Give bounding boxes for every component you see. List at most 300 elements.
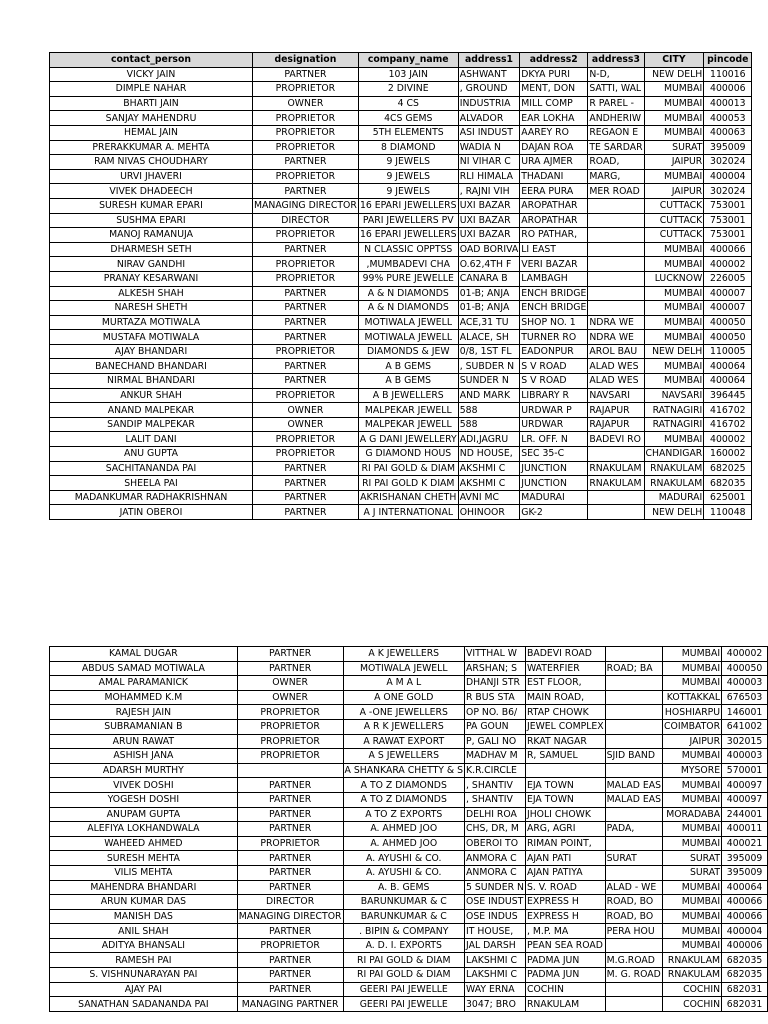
cell-contact-person[interactable]: WAHEED AHMED xyxy=(50,836,238,851)
cell-contact-person[interactable]: MANISH DAS xyxy=(50,909,238,924)
cell-contact-person[interactable]: ASHISH JANA xyxy=(50,749,238,764)
cell-company-name[interactable]: MOTIWALA JEWELL xyxy=(343,661,465,676)
cell-address1[interactable]: O.62,4TH F xyxy=(458,257,520,272)
cell-pincode[interactable]: 400064 xyxy=(704,374,752,389)
cell-address2[interactable]: BADEVI ROAD xyxy=(525,647,605,662)
cell-city[interactable]: MUMBAI xyxy=(644,111,704,126)
cell-company-name[interactable]: 9 JEWELS xyxy=(358,184,458,199)
cell-address1[interactable]: ADI,JAGRU xyxy=(458,432,520,447)
cell-address3[interactable]: N-D, xyxy=(588,67,644,82)
cell-pincode[interactable]: 400097 xyxy=(722,792,768,807)
cell-pincode[interactable]: 400066 xyxy=(704,242,752,257)
cell-city[interactable]: SURAT xyxy=(644,140,704,155)
cell-company-name[interactable]: RI PAI GOLD K DIAM xyxy=(358,476,458,491)
cell-pincode[interactable]: 753001 xyxy=(704,228,752,243)
cell-pincode[interactable]: 400097 xyxy=(722,778,768,793)
cell-address2[interactable]: DAJAN ROA xyxy=(520,140,588,155)
column-header-address1[interactable]: address1 xyxy=(458,53,520,68)
cell-contact-person[interactable]: SANDIP MALPEKAR xyxy=(50,417,253,432)
cell-city[interactable]: COCHIN xyxy=(663,997,722,1012)
cell-address2[interactable]: LI EAST xyxy=(520,242,588,257)
cell-designation[interactable]: PROPRIETOR xyxy=(237,734,343,749)
cell-address3[interactable] xyxy=(588,257,644,272)
cell-company-name[interactable]: N CLASSIC OPPTSS xyxy=(358,242,458,257)
cell-address2[interactable]: RIMAN POINT, xyxy=(525,836,605,851)
cell-pincode[interactable]: 682035 xyxy=(722,968,768,983)
cell-address2[interactable]: S V ROAD xyxy=(520,359,588,374)
cell-designation[interactable]: PARTNER xyxy=(237,953,343,968)
cell-address3[interactable]: SURAT xyxy=(605,851,662,866)
cell-address3[interactable] xyxy=(605,719,662,734)
cell-address1[interactable]: , SHANTIV xyxy=(465,792,526,807)
cell-pincode[interactable]: 682025 xyxy=(704,461,752,476)
cell-contact-person[interactable]: DHARMESH SETH xyxy=(50,242,253,257)
cell-company-name[interactable]: A M A L xyxy=(343,676,465,691)
cell-company-name[interactable]: 9 JEWELS xyxy=(358,169,458,184)
cell-address2[interactable]: COCHIN xyxy=(525,982,605,997)
cell-company-name[interactable]: GEERI PAI JEWELLE xyxy=(343,982,465,997)
cell-city[interactable]: MUMBAI xyxy=(644,286,704,301)
cell-address3[interactable] xyxy=(605,705,662,720)
cell-pincode[interactable]: 416702 xyxy=(704,417,752,432)
cell-contact-person[interactable]: NARESH SHETH xyxy=(50,301,253,316)
cell-designation[interactable]: PARTNER xyxy=(253,286,359,301)
cell-city[interactable]: MUMBAI xyxy=(663,938,722,953)
cell-pincode[interactable]: 753001 xyxy=(704,198,752,213)
cell-designation[interactable]: PARTNER xyxy=(253,461,359,476)
cell-contact-person[interactable]: MADANKUMAR RADHAKRISHNAN xyxy=(50,490,253,505)
cell-designation[interactable]: PARTNER xyxy=(237,661,343,676)
cell-company-name[interactable]: A. D. I. EXPORTS xyxy=(343,938,465,953)
cell-address3[interactable]: M.G.ROAD xyxy=(605,953,662,968)
cell-contact-person[interactable]: AJAY BHANDARI xyxy=(50,344,253,359)
cell-designation[interactable]: PROPRIETOR xyxy=(253,169,359,184)
cell-address1[interactable]: LAKSHMI C xyxy=(465,953,526,968)
cell-city[interactable]: MUMBAI xyxy=(663,661,722,676)
cell-designation[interactable]: PROPRIETOR xyxy=(253,447,359,462)
cell-address1[interactable]: JAL DARSH xyxy=(465,938,526,953)
cell-company-name[interactable]: BARUNKUMAR & C xyxy=(343,895,465,910)
cell-pincode[interactable]: 395009 xyxy=(704,140,752,155)
cell-company-name[interactable]: PARI JEWELLERS PV xyxy=(358,213,458,228)
column-header-address3[interactable]: address3 xyxy=(588,53,644,68)
cell-contact-person[interactable]: ABDUS SAMAD MOTIWALA xyxy=(50,661,238,676)
cell-pincode[interactable]: 110016 xyxy=(704,67,752,82)
cell-address1[interactable]: , SUBDER N xyxy=(458,359,520,374)
cell-company-name[interactable]: MOTIWALA JEWELL xyxy=(358,315,458,330)
cell-pincode[interactable]: 110005 xyxy=(704,344,752,359)
cell-designation[interactable]: PROPRIETOR xyxy=(237,749,343,764)
cell-address1[interactable]: INDUSTRIA xyxy=(458,96,520,111)
cell-contact-person[interactable]: ANUPAM GUPTA xyxy=(50,807,238,822)
cell-address2[interactable]: RO PATHAR, xyxy=(520,228,588,243)
cell-address3[interactable]: AROL BAU xyxy=(588,344,644,359)
cell-address1[interactable]: OAD BORIVA xyxy=(459,244,519,256)
cell-company-name[interactable]: A K JEWELLERS xyxy=(343,647,465,662)
cell-city[interactable]: MUMBAI xyxy=(663,836,722,851)
cell-address3[interactable]: R PAREL - xyxy=(588,96,644,111)
cell-address3[interactable] xyxy=(588,228,644,243)
cell-address2[interactable]: JEWEL COMPLEX xyxy=(526,721,604,733)
cell-city[interactable]: RNAKULAM xyxy=(663,968,722,983)
cell-address2[interactable]: S. V. ROAD xyxy=(525,880,605,895)
cell-contact-person[interactable]: RAJESH JAIN xyxy=(50,705,238,720)
cell-designation[interactable]: PARTNER xyxy=(253,476,359,491)
cell-contact-person[interactable]: BHARTI JAIN xyxy=(50,96,253,111)
cell-city[interactable]: MUMBAI xyxy=(644,82,704,97)
cell-address2[interactable]: RTAP CHOWK xyxy=(525,705,605,720)
cell-company-name[interactable]: 5TH ELEMENTS xyxy=(358,125,458,140)
cell-address3[interactable] xyxy=(605,763,662,778)
cell-address2[interactable]: ENCH BRIDGE xyxy=(521,302,587,314)
cell-pincode[interactable]: 400050 xyxy=(704,330,752,345)
cell-address1[interactable]: RLI HIMALA xyxy=(458,169,520,184)
cell-address3[interactable] xyxy=(588,505,644,520)
cell-company-name[interactable]: RI PAI GOLD & DIAM xyxy=(343,953,465,968)
cell-pincode[interactable]: 625001 xyxy=(704,490,752,505)
cell-address3[interactable]: BADEVI RO xyxy=(588,432,644,447)
cell-company-name[interactable]: A TO Z EXPORTS xyxy=(343,807,465,822)
cell-company-name[interactable]: A SHANKARA CHETTY & S xyxy=(344,765,464,777)
cell-company-name[interactable]: MALPEKAR JEWELL xyxy=(358,417,458,432)
cell-designation[interactable]: PROPRIETOR xyxy=(237,836,343,851)
cell-address3[interactable]: SATTI, WAL xyxy=(588,82,644,97)
cell-designation[interactable] xyxy=(237,763,343,778)
cell-city[interactable]: NAVSARI xyxy=(644,388,704,403)
cell-address3[interactable]: ANDHERIW xyxy=(588,111,644,126)
cell-city[interactable]: RNAKULAM xyxy=(663,953,722,968)
cell-pincode[interactable]: 641002 xyxy=(722,719,768,734)
cell-contact-person[interactable]: SACHITANANDA PAI xyxy=(50,461,253,476)
cell-pincode[interactable]: 400002 xyxy=(704,432,752,447)
cell-address3[interactable] xyxy=(605,997,662,1012)
cell-designation[interactable]: PROPRIETOR xyxy=(253,228,359,243)
cell-designation[interactable]: PARTNER xyxy=(237,865,343,880)
cell-contact-person[interactable]: MANOJ RAMANUJA xyxy=(50,228,253,243)
cell-company-name[interactable]: A RAWAT EXPORT xyxy=(343,734,465,749)
cell-city[interactable]: HOSHIARPU xyxy=(663,705,722,720)
cell-company-name[interactable]: 9 JEWELS xyxy=(358,155,458,170)
cell-address2[interactable]: EST FLOOR, xyxy=(525,676,605,691)
cell-pincode[interactable]: 570001 xyxy=(722,763,768,778)
cell-address1[interactable]: , SHANTIV xyxy=(465,778,526,793)
cell-pincode[interactable]: 400004 xyxy=(722,924,768,939)
cell-address3[interactable] xyxy=(588,213,644,228)
cell-pincode[interactable]: 146001 xyxy=(722,705,768,720)
cell-city[interactable]: MUMBAI xyxy=(663,676,722,691)
cell-designation[interactable]: PARTNER xyxy=(253,301,359,316)
column-header-city[interactable]: CITY xyxy=(644,53,704,68)
cell-pincode[interactable]: 226005 xyxy=(704,271,752,286)
cell-address1[interactable]: IT HOUSE, xyxy=(465,924,526,939)
cell-address1[interactable]: 5 SUNDER N xyxy=(466,881,524,893)
cell-address1[interactable]: , RAJNI VIH xyxy=(458,184,520,199)
cell-city[interactable]: MUMBAI xyxy=(644,432,704,447)
cell-address3[interactable]: RAJAPUR xyxy=(588,417,644,432)
cell-address1[interactable]: WAY ERNA xyxy=(465,982,526,997)
cell-designation[interactable]: PROPRIETOR xyxy=(253,82,359,97)
cell-city[interactable]: KOTTAKKAL xyxy=(663,690,722,705)
cell-designation[interactable]: OWNER xyxy=(237,690,343,705)
cell-address1[interactable]: DHANJI STR xyxy=(465,676,526,691)
cell-designation[interactable]: OWNER xyxy=(253,403,359,418)
column-header-designation[interactable]: designation xyxy=(253,53,359,68)
cell-city[interactable]: CUTTACK xyxy=(644,198,704,213)
cell-company-name[interactable]: A. AYUSHI & CO. xyxy=(343,851,465,866)
cell-city[interactable]: MUMBAI xyxy=(644,374,704,389)
cell-address3[interactable]: ALAD WES xyxy=(588,374,644,389)
cell-contact-person[interactable]: NIRMAL BHANDARI xyxy=(50,374,253,389)
cell-company-name[interactable]: A TO Z DIAMONDS xyxy=(343,778,465,793)
column-header-pincode[interactable]: pincode xyxy=(704,53,752,68)
cell-address2[interactable]: EADONPUR xyxy=(520,344,588,359)
cell-designation[interactable]: PARTNER xyxy=(237,807,343,822)
cell-contact-person[interactable]: AMAL PARAMANICK xyxy=(50,676,238,691)
cell-company-name[interactable]: A ONE GOLD xyxy=(343,690,465,705)
cell-address1[interactable]: AVNI MC xyxy=(458,490,520,505)
cell-pincode[interactable]: 160002 xyxy=(704,447,752,462)
cell-address3[interactable] xyxy=(605,690,662,705)
cell-contact-person[interactable]: MAHENDRA BHANDARI xyxy=(50,880,238,895)
cell-city[interactable]: MUMBAI xyxy=(663,778,722,793)
cell-company-name[interactable]: A. AHMED JOO xyxy=(343,822,465,837)
cell-city[interactable]: CHANDIGAR xyxy=(645,448,703,460)
cell-address3[interactable] xyxy=(588,490,644,505)
cell-address2[interactable]: SEC 35-C xyxy=(520,447,588,462)
cell-designation[interactable]: PARTNER xyxy=(253,242,359,257)
cell-contact-person[interactable]: AJAY PAI xyxy=(50,982,238,997)
cell-address2[interactable]: EXPRESS H xyxy=(525,909,605,924)
cell-address1[interactable]: 3047; BRO xyxy=(465,997,526,1012)
cell-contact-person[interactable]: RAM NIVAS CHOUDHARY xyxy=(50,155,253,170)
cell-address3[interactable]: MARG, xyxy=(588,169,644,184)
cell-address1[interactable]: OP NO. B6/ xyxy=(465,705,526,720)
cell-address2[interactable]: AROPATHAR xyxy=(520,198,588,213)
cell-address3[interactable] xyxy=(588,447,644,462)
cell-address2[interactable]: LR. OFF. N xyxy=(520,432,588,447)
cell-designation[interactable]: PARTNER xyxy=(253,155,359,170)
cell-contact-person[interactable]: HEMAL JAIN xyxy=(50,125,253,140)
cell-address2[interactable]: MAIN ROAD, xyxy=(525,690,605,705)
cell-address2[interactable]: LAMBAGH xyxy=(520,271,588,286)
cell-city[interactable]: NEW DELH xyxy=(644,67,704,82)
cell-pincode[interactable]: 400063 xyxy=(704,125,752,140)
cell-designation[interactable]: PARTNER xyxy=(237,968,343,983)
cell-city[interactable]: RATNAGIRI xyxy=(644,403,704,418)
cell-address3[interactable]: NAVSARI xyxy=(588,388,644,403)
cell-city[interactable]: COCHIN xyxy=(663,982,722,997)
cell-contact-person[interactable]: ANIL SHAH xyxy=(50,924,238,939)
cell-address2[interactable]: PADMA JUN xyxy=(525,968,605,983)
cell-designation[interactable]: PARTNER xyxy=(237,851,343,866)
cell-city[interactable]: MUMBAI xyxy=(644,301,704,316)
cell-pincode[interactable]: 400064 xyxy=(704,359,752,374)
cell-designation[interactable]: PARTNER xyxy=(237,647,343,662)
cell-address1[interactable]: CHS, DR, M xyxy=(465,822,526,837)
cell-company-name[interactable]: MOTIWALA JEWELL xyxy=(358,330,458,345)
cell-company-name[interactable]: ,MUMBADEVI CHA xyxy=(358,257,458,272)
cell-contact-person[interactable]: ARUN KUMAR DAS xyxy=(50,895,238,910)
cell-pincode[interactable]: 400006 xyxy=(722,938,768,953)
cell-pincode[interactable]: 400002 xyxy=(722,647,768,662)
cell-address1[interactable]: OHINOOR xyxy=(458,505,520,520)
cell-city[interactable]: NEW DELH xyxy=(644,344,704,359)
cell-company-name[interactable]: 16 EPARI JEWELLERS xyxy=(360,229,457,241)
cell-city[interactable]: MUMBAI xyxy=(663,880,722,895)
cell-company-name[interactable]: 99% PURE JEWELLE xyxy=(358,271,458,286)
cell-address3[interactable]: ALAD - WE xyxy=(605,880,662,895)
cell-address1[interactable]: NI VIHAR C xyxy=(458,155,520,170)
cell-city[interactable]: MUMBAI xyxy=(663,647,722,662)
cell-designation[interactable]: PARTNER xyxy=(253,315,359,330)
cell-designation[interactable]: MANAGING DIRECTOR xyxy=(238,910,342,922)
cell-company-name[interactable]: G DIAMOND HOUS xyxy=(358,447,458,462)
cell-address2[interactable]: JUNCTION xyxy=(520,461,588,476)
cell-city[interactable]: RATNAGIRI xyxy=(644,417,704,432)
cell-contact-person[interactable]: SHEELA PAI xyxy=(50,476,253,491)
cell-city[interactable]: JAIPUR xyxy=(663,734,722,749)
cell-city[interactable]: NEW DELH xyxy=(644,505,704,520)
cell-designation[interactable]: PARTNER xyxy=(253,67,359,82)
cell-address1[interactable]: OSE INDUST xyxy=(465,895,526,910)
cell-address3[interactable]: RNAKULAM xyxy=(588,476,644,491)
cell-address3[interactable] xyxy=(605,676,662,691)
cell-pincode[interactable]: 400050 xyxy=(704,315,752,330)
cell-address1[interactable]: 01-B; ANJA xyxy=(458,286,520,301)
cell-pincode[interactable]: 682031 xyxy=(722,997,768,1012)
cell-company-name[interactable]: BARUNKUMAR & C xyxy=(343,909,465,924)
cell-designation[interactable]: PARTNER xyxy=(237,982,343,997)
cell-address1[interactable]: ASHWANT xyxy=(458,67,520,82)
cell-address1[interactable]: AKSHMI C xyxy=(458,476,520,491)
cell-contact-person[interactable]: ARUN RAWAT xyxy=(50,734,238,749)
cell-address3[interactable] xyxy=(605,865,662,880)
cell-address3[interactable] xyxy=(605,807,662,822)
cell-address2[interactable]: SHOP NO. 1 xyxy=(520,315,588,330)
cell-company-name[interactable]: DIAMONDS & JEW xyxy=(358,344,458,359)
cell-city[interactable]: MUMBAI xyxy=(663,895,722,910)
cell-contact-person[interactable]: VICKY JAIN xyxy=(50,67,253,82)
column-header-contact-person[interactable]: contact_person xyxy=(50,53,253,68)
cell-city[interactable]: MUMBAI xyxy=(644,315,704,330)
cell-designation[interactable]: DIRECTOR xyxy=(237,895,343,910)
cell-company-name[interactable]: MALPEKAR JEWELL xyxy=(358,403,458,418)
cell-designation[interactable]: PARTNER xyxy=(237,822,343,837)
cell-designation[interactable]: PARTNER xyxy=(253,505,359,520)
cell-pincode[interactable]: 400013 xyxy=(704,96,752,111)
cell-address1[interactable]: K.R.CIRCLE xyxy=(465,763,526,778)
cell-pincode[interactable]: 302024 xyxy=(704,184,752,199)
cell-address1[interactable]: ANMORA C xyxy=(465,851,526,866)
cell-company-name[interactable]: A -ONE JEWELLERS xyxy=(343,705,465,720)
cell-address1[interactable]: R BUS STA xyxy=(465,690,526,705)
cell-pincode[interactable]: 244001 xyxy=(722,807,768,822)
cell-address1[interactable]: OBEROI TO xyxy=(465,836,526,851)
cell-contact-person[interactable]: ALKESH SHAH xyxy=(50,286,253,301)
cell-contact-person[interactable]: ANKUR SHAH xyxy=(50,388,253,403)
cell-pincode[interactable]: 400007 xyxy=(704,286,752,301)
cell-pincode[interactable]: 110048 xyxy=(704,505,752,520)
cell-pincode[interactable]: 400021 xyxy=(722,836,768,851)
cell-city[interactable]: MUMBAI xyxy=(644,169,704,184)
cell-address1[interactable]: VITTHAL W xyxy=(465,647,526,662)
cell-designation[interactable]: PROPRIETOR xyxy=(253,344,359,359)
cell-address2[interactable]: URA AJMER xyxy=(520,155,588,170)
cell-city[interactable]: MUMBAI xyxy=(663,792,722,807)
cell-pincode[interactable]: 400003 xyxy=(722,749,768,764)
cell-company-name[interactable]: A & N DIAMONDS xyxy=(358,286,458,301)
cell-designation[interactable]: PROPRIETOR xyxy=(253,388,359,403)
cell-contact-person[interactable]: ADARSH MURTHY xyxy=(50,763,238,778)
cell-pincode[interactable]: 400007 xyxy=(704,301,752,316)
cell-address1[interactable]: OSE INDUS xyxy=(465,909,526,924)
cell-address1[interactable]: ALACE, SH xyxy=(458,330,520,345)
cell-contact-person[interactable]: VILIS MEHTA xyxy=(50,865,238,880)
cell-designation[interactable]: PROPRIETOR xyxy=(253,125,359,140)
cell-pincode[interactable]: 676503 xyxy=(722,690,768,705)
cell-designation[interactable]: PARTNER xyxy=(237,778,343,793)
cell-contact-person[interactable]: LALIT DANI xyxy=(50,432,253,447)
cell-company-name[interactable]: A. AYUSHI & CO. xyxy=(343,865,465,880)
cell-city[interactable]: CUTTACK xyxy=(644,213,704,228)
cell-address2[interactable]: ENCH BRIDGE xyxy=(521,287,587,299)
cell-company-name[interactable]: 2 DIVINE xyxy=(358,82,458,97)
cell-company-name[interactable]: A J INTERNATIONAL xyxy=(358,505,458,520)
cell-address2[interactable]: ARG, AGRI xyxy=(525,822,605,837)
cell-city[interactable]: CUTTACK xyxy=(644,228,704,243)
cell-city[interactable]: RNAKULAM xyxy=(644,461,704,476)
cell-contact-person[interactable]: MUSTAFA MOTIWALA xyxy=(50,330,253,345)
cell-pincode[interactable]: 400004 xyxy=(704,169,752,184)
cell-address2[interactable]: URDWAR P xyxy=(520,403,588,418)
cell-city[interactable]: RNAKULAM xyxy=(644,476,704,491)
cell-city[interactable]: MUMBAI xyxy=(644,242,704,257)
cell-address2[interactable]: LIBRARY R xyxy=(520,388,588,403)
cell-address3[interactable]: M. G. ROAD xyxy=(606,969,661,981)
cell-address2[interactable]: GK-2 xyxy=(520,505,588,520)
cell-company-name[interactable]: A B JEWELLERS xyxy=(358,388,458,403)
cell-address1[interactable]: ARSHAN; S xyxy=(465,661,526,676)
cell-company-name[interactable]: A TO Z DIAMONDS xyxy=(343,792,465,807)
cell-company-name[interactable]: A G DANI JEWELLERY xyxy=(359,433,457,445)
cell-address1[interactable]: ALVADOR xyxy=(458,111,520,126)
cell-address2[interactable]: PEAN SEA ROAD xyxy=(525,938,605,953)
cell-contact-person[interactable]: SURESH MEHTA xyxy=(50,851,238,866)
cell-contact-person[interactable]: ALEFIYA LOKHANDWALA xyxy=(50,822,238,837)
cell-address2[interactable]: MILL COMP xyxy=(520,96,588,111)
cell-address1[interactable]: P, GALI NO xyxy=(465,734,526,749)
cell-address2[interactable]: URDWAR xyxy=(520,417,588,432)
cell-contact-person[interactable]: VIVEK DOSHI xyxy=(50,778,238,793)
cell-address3[interactable]: ROAD, xyxy=(588,155,644,170)
cell-designation[interactable]: PROPRIETOR xyxy=(237,719,343,734)
cell-contact-person[interactable]: SUSHMA EPARI xyxy=(50,213,253,228)
cell-city[interactable]: SURAT xyxy=(663,851,722,866)
cell-address2[interactable] xyxy=(525,763,605,778)
cell-company-name[interactable]: . BIPIN & COMPANY xyxy=(343,924,465,939)
cell-address2[interactable]: JUNCTION xyxy=(520,476,588,491)
cell-contact-person[interactable]: DIMPLE NAHAR xyxy=(50,82,253,97)
cell-pincode[interactable]: 396445 xyxy=(704,388,752,403)
cell-address1[interactable]: 588 xyxy=(458,403,520,418)
cell-address3[interactable]: NDRA WE xyxy=(588,315,644,330)
cell-designation[interactable]: PROPRIETOR xyxy=(253,432,359,447)
cell-address1[interactable]: 588 xyxy=(458,417,520,432)
cell-pincode[interactable]: 302024 xyxy=(704,155,752,170)
cell-designation[interactable]: PARTNER xyxy=(237,924,343,939)
cell-company-name[interactable]: RI PAI GOLD & DIAM xyxy=(343,968,465,983)
cell-company-name[interactable]: A. AHMED JOO xyxy=(343,836,465,851)
